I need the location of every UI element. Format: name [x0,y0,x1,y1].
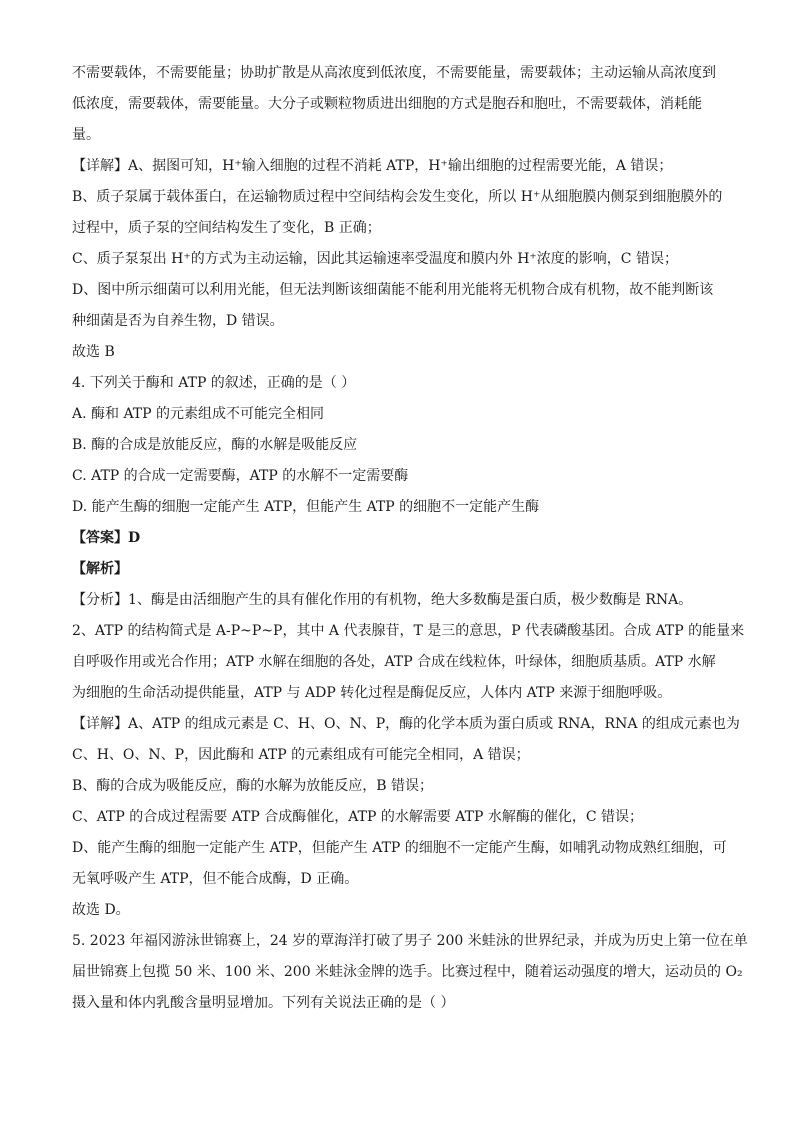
question-stem: 5. 2023 年福冈游泳世锦赛上，24 岁的覃海洋打破了男子 200 米蛙泳的世界纪录，并成为历史上第一位在单 [72,933,748,949]
option-a: A. 酶和 ATP 的元素组成不可能完全相同 [72,406,325,422]
text-line: D、图中所示细菌可以利用光能，但无法判断该细菌能不能利用光能将无机物合成有机物，故不能判断该 [72,282,714,298]
text-line: 【详解】A、据图可知，H⁺输入细胞的过程不消耗 ATP，H⁺输出细胞的过程需要光能，A 错误； [72,158,673,174]
answer-choice-line: 故选 D。 [72,902,130,918]
option-b: B. 酶的合成是放能反应，酶的水解是吸能反应 [72,437,358,453]
answer-choice-line: 故选 B [72,344,115,360]
text-line: 为细胞的生命活动提供能量，ATP 与 ADP 转化过程是酶促反应，人体内 ATP 来源于细胞呼吸。 [72,685,672,701]
question-stem: 4. 下列关于酶和 ATP 的叙述，正确的是（ ） [72,375,356,391]
question-stem: 摄入量和体内乳酸含量明显增加。下列有关说法正确的是（ ） [72,995,455,1011]
text-line: 不需要载体，不需要能量；协助扩散是从高浓度到低浓度，不需要能量，需要载体；主动运输从高浓度到 [72,65,716,81]
text-line: 低浓度，需要载体，需要能量。大分子或颗粒物质进出细胞的方式是胞吞和胞吐，不需要载体，消耗能 [72,96,702,112]
option-c: C. ATP 的合成一定需要酶，ATP 的水解不一定需要酶 [72,468,409,484]
answer-tag: 【答案】D [72,530,141,546]
text-line: 无氧呼吸产生 ATP，但不能合成酶，D 正确。 [72,871,359,887]
text-line: C、质子泵泵出 H⁺的方式为主动运输，因此其运输速率受温度和膜内外 H⁺浓度的影响，C 错误； [72,251,678,267]
text-line: D、能产生酶的细胞一定能产生 ATP，但能产生 ATP 的细胞不一定能产生酶，如哺乳动物成熟红细胞，可 [72,840,727,856]
text-line: C、ATP 的合成过程需要 ATP 合成酶催化，ATP 的水解需要 ATP 水解酶的催化，C 错误； [72,809,643,825]
text-line: 种细菌是否为自养生物，D 错误。 [72,313,284,329]
text-line: C、H、O、N、P，因此酶和 ATP 的元素组成有可能完全相同，A 错误； [72,747,530,763]
text-line: 量。 [72,127,100,143]
text-line: B、质子泵属于载体蛋白，在运输物质过程中空间结构会发生变化，所以 H⁺从细胞膜内侧泵到细胞膜外的 [72,189,723,205]
analysis-tag: 【解析】 [72,561,128,577]
document-page [72,58,748,1019]
text-line: B、酶的合成为吸能反应，酶的水解为放能反应，B 错误； [72,778,434,794]
text-line: 【分析】1、酶是由活细胞产生的具有催化作用的有机物，绝大多数酶是蛋白质，极少数酶是 RNA。 [72,592,693,608]
text-line: 自呼吸作用或光合作用；ATP 水解在细胞的各处，ATP 合成在线粒体，叶绿体，细胞质基质。ATP 水解 [72,654,716,670]
text-line: 【详解】A、ATP 的组成元素是 C、H、O、N、P，酶的化学本质为蛋白质或 RNA，RNA 的组成元素也为 [72,716,740,732]
text-line: 2、ATP 的结构简式是 A-P~P~P，其中 A 代表腺苷，T 是三的意思，P 代表磷酸基团。合成 ATP 的能量来 [72,623,745,639]
question-stem: 届世锦赛上包揽 50 米、100 米、200 米蛙泳金牌的选手。比赛过程中，随着运动强度的增大，运动员的 O₂ [72,964,743,980]
option-d: D. 能产生酶的细胞一定能产生 ATP，但能产生 ATP 的细胞不一定能产生酶 [72,499,540,515]
text-line: 过程中，质子泵的空间结构发生了变化，B 正确； [72,220,381,236]
